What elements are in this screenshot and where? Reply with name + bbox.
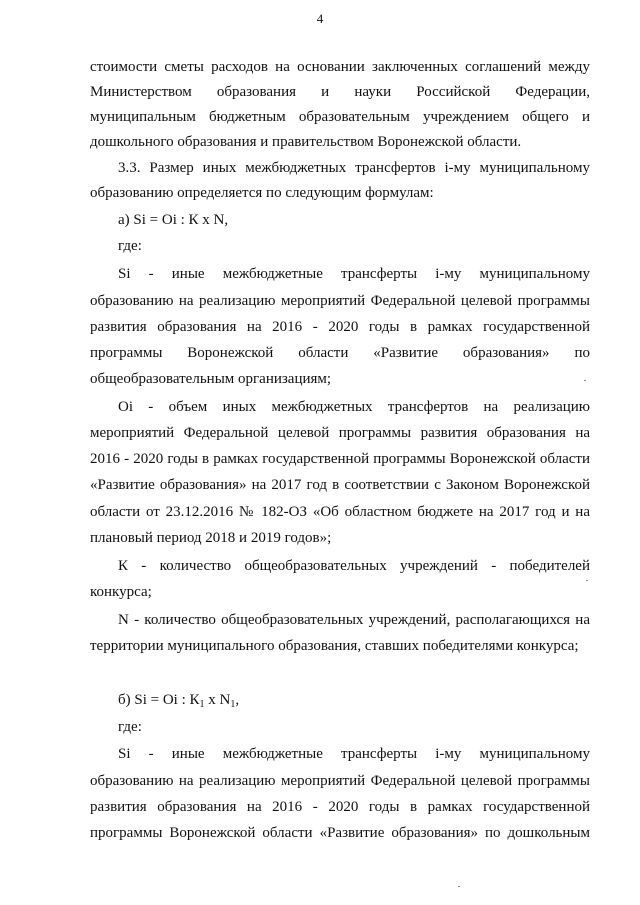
text-line: дошкольного образования и правительством Воронежской области. — [90, 134, 522, 150]
text-line: Oi - объем иных межбюджетных трансфертов на реализацию — [118, 399, 590, 415]
scan-speck — [458, 886, 460, 887]
formula-a: а) Si = Oi : К х N, — [118, 212, 229, 228]
text-line: образованию на реализацию мероприятий Федеральной целевой программы — [90, 773, 590, 789]
text-line: муниципальным бюджетным образовательным учреждением общего и — [90, 109, 590, 125]
text-line: «Развитие образования» на 2017 год в соответствии с Законом Воронежской — [90, 477, 590, 493]
scan-speck — [586, 580, 588, 581]
formula-b-post: , — [235, 692, 240, 708]
text-line: где: — [118, 719, 142, 735]
formula-b-sub-k: 1 — [199, 699, 205, 710]
text-line: области от 23.12.2016 № 182-ОЗ «Об областном бюджете на 2017 год и на — [90, 504, 590, 520]
text-line: территории муниципального образования, ставших победителями конкурса; — [90, 638, 579, 654]
text-line: программы Воронежской области «Развитие образования» по дошкольным — [90, 825, 590, 841]
text-line: 2016 - 2020 годы в рамках государственной программы Воронежской области — [90, 451, 590, 467]
formula-b-sub-n: 1 — [230, 699, 236, 710]
text-line: Si - иные межбюджетные трансферты i-му муниципальному — [118, 266, 590, 282]
text-line: где: — [118, 238, 142, 254]
text-line: развития образования на 2016 - 2020 годы в рамках государственной — [90, 319, 590, 335]
text-line: образованию определяется по следующим формулам: — [90, 185, 434, 201]
text-line: плановый период 2018 и 2019 годов»; — [90, 530, 332, 546]
text-line: Министерством образования и науки Российской Федерации, — [90, 84, 590, 100]
text-line: К - количество общеобразовательных учреждений - победителей — [118, 558, 590, 574]
page-number: 4 — [316, 11, 324, 26]
text-line: конкурса; — [90, 584, 152, 600]
text-line: стоимости сметы расходов на основании заключенных соглашений между — [90, 59, 590, 75]
formula-b-mid: х N — [204, 692, 231, 708]
formula-b — [118, 690, 590, 710]
scan-speck — [584, 380, 586, 381]
formula-b-pre: б) Si = Oi : К — [118, 692, 200, 708]
text-line: 3.3. Размер иных межбюджетных трансфертов i-му муниципальному — [118, 160, 590, 176]
text-line: общеобразовательным организациям; — [90, 371, 332, 387]
text-line: N - количество общеобразовательных учреждений, располагающихся на — [118, 612, 590, 628]
text-line: мероприятий Федеральной целевой программы развития образования на — [90, 425, 590, 441]
text-line: образованию на реализацию мероприятий Федеральной целевой программы — [90, 293, 590, 309]
text-line: развития образования на 2016 - 2020 годы в рамках государственной — [90, 799, 590, 815]
text-line: программы Воронежской области «Развитие образования» по — [90, 345, 590, 361]
text-line: Si - иные межбюджетные трансферты i-му муниципальному — [118, 746, 590, 762]
